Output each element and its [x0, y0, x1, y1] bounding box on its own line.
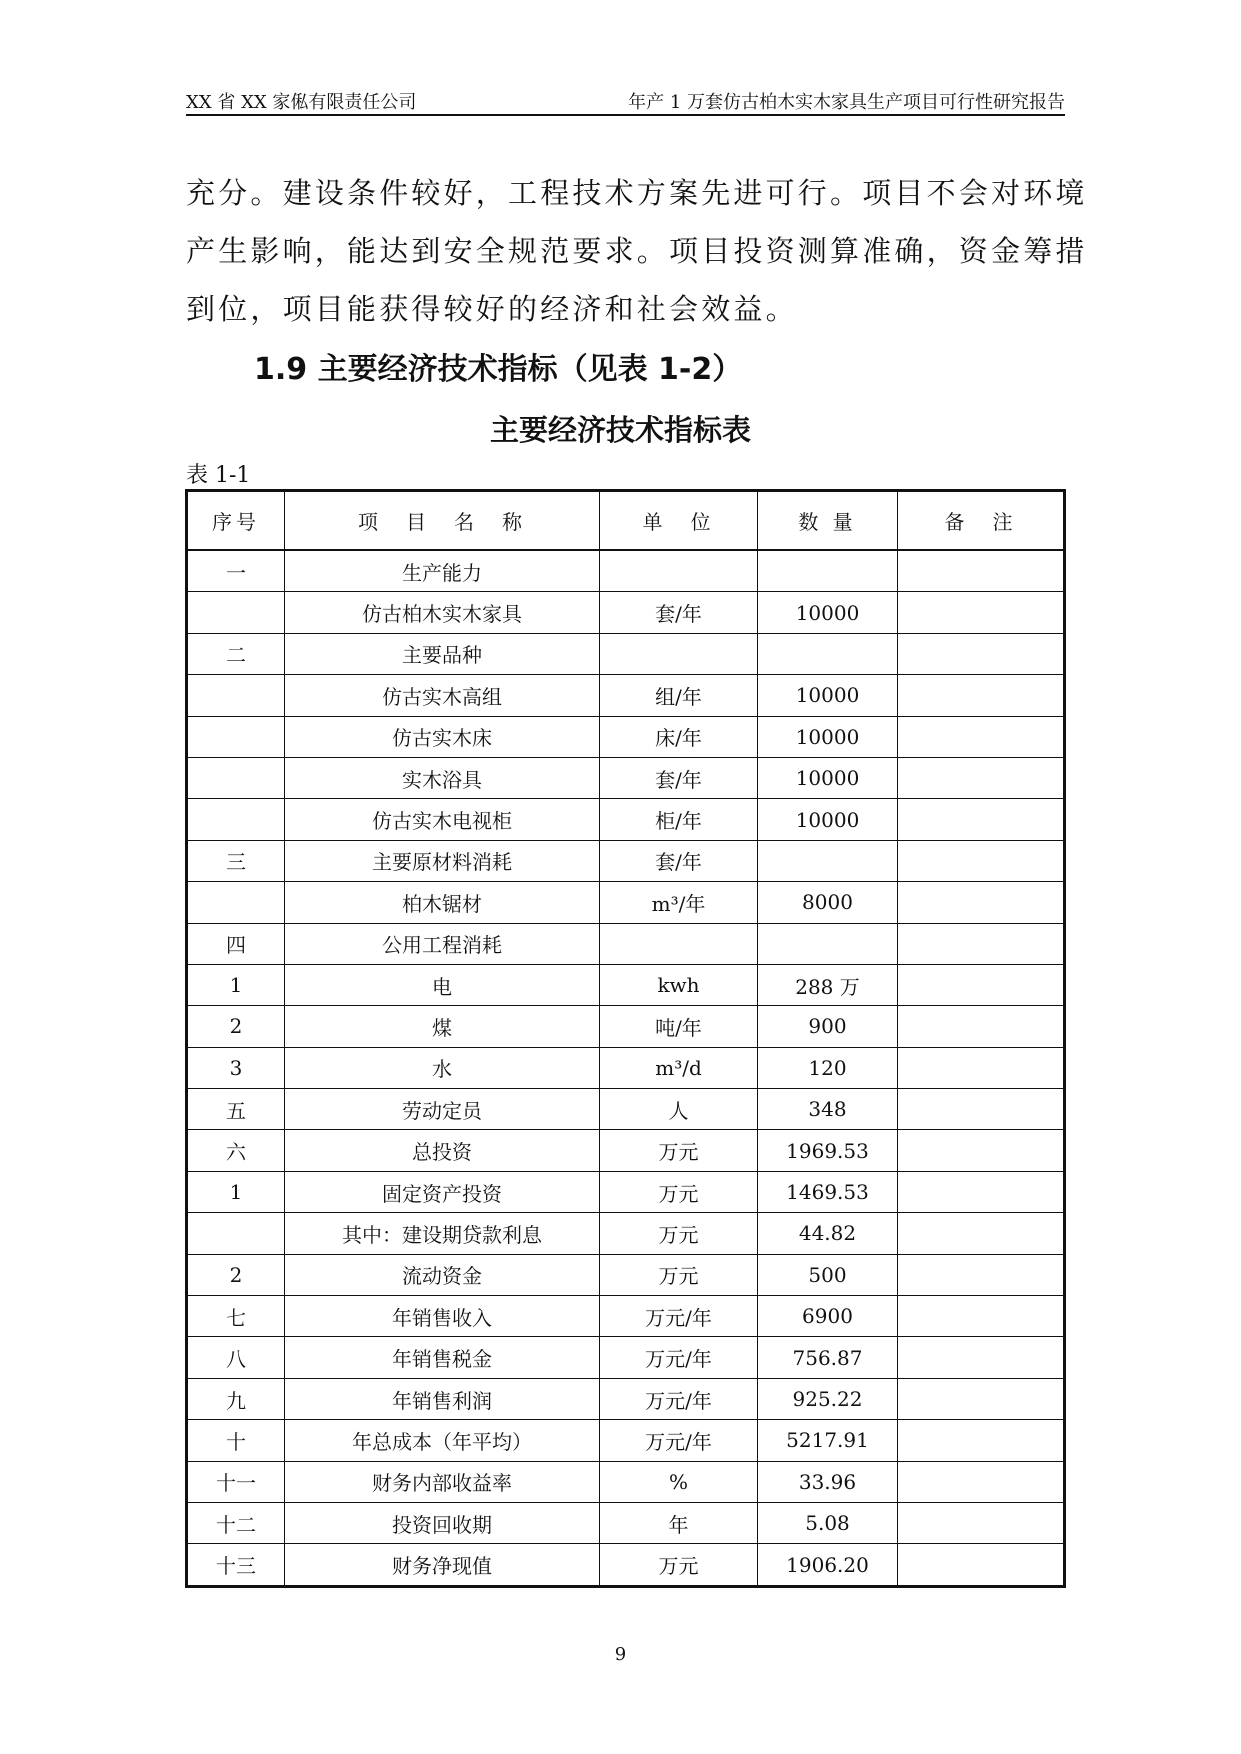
table-row	[187, 1420, 1065, 1461]
cell-quantity: 33.96	[758, 1461, 898, 1502]
cell-item: 年销售税金	[285, 1337, 600, 1378]
table-row	[187, 1254, 1065, 1295]
table-row	[187, 1544, 1065, 1586]
cell-index: 2	[187, 1006, 285, 1047]
cell-unit: m³/d	[600, 1047, 758, 1088]
table-row	[187, 1089, 1065, 1130]
cell-unit: m³/年	[600, 882, 758, 923]
table-row	[187, 882, 1065, 923]
header-cell-remark: 备 注	[898, 491, 1065, 551]
table-row	[187, 964, 1065, 1005]
cell-quantity: 1969.53	[758, 1130, 898, 1171]
cell-remark	[898, 1006, 1065, 1047]
cell-index: 十三	[187, 1544, 285, 1586]
cell-quantity: 500	[758, 1254, 898, 1295]
table-row	[187, 923, 1065, 964]
paragraph-line: 充分。建设条件较好，工程技术方案先进可行。项目不会对环境	[186, 176, 1088, 210]
cell-index	[187, 1213, 285, 1254]
cell-remark	[898, 1296, 1065, 1337]
cell-item: 其中：建设期贷款利息	[285, 1213, 600, 1254]
cell-unit: 套/年	[600, 840, 758, 881]
cell-quantity: 348	[758, 1089, 898, 1130]
cell-unit: 万元	[600, 1254, 758, 1295]
cell-index: 1	[187, 964, 285, 1005]
cell-quantity: 1469.53	[758, 1171, 898, 1212]
cell-quantity: 10000	[758, 592, 898, 633]
cell-unit	[600, 633, 758, 674]
cell-quantity	[758, 633, 898, 674]
cell-quantity: 10000	[758, 675, 898, 716]
paragraph-line: 到位，项目能获得较好的经济和社会效益。	[186, 292, 798, 326]
cell-index	[187, 757, 285, 798]
cell-unit: 万元/年	[600, 1420, 758, 1461]
cell-index: 四	[187, 923, 285, 964]
table-row	[187, 1296, 1065, 1337]
cell-remark	[898, 964, 1065, 1005]
cell-unit: 万元	[600, 1171, 758, 1212]
cell-unit: 万元	[600, 1544, 758, 1586]
table-row	[187, 1047, 1065, 1088]
cell-index: 2	[187, 1254, 285, 1295]
cell-unit: 套/年	[600, 592, 758, 633]
cell-item: 固定资产投资	[285, 1171, 600, 1212]
cell-quantity: 10000	[758, 757, 898, 798]
cell-quantity: 8000	[758, 882, 898, 923]
cell-remark	[898, 592, 1065, 633]
cell-remark	[898, 757, 1065, 798]
cell-quantity: 10000	[758, 716, 898, 757]
table-row	[187, 1171, 1065, 1212]
header-company: XX 省 XX 家俬有限责任公司	[186, 92, 417, 113]
header-report-title: 年产 1 万套仿古柏木实木家具生产项目可行性研究报告	[628, 92, 1065, 113]
table-title: 主要经济技术指标表	[489, 413, 751, 447]
header-cell-item: 项 目 名 称	[285, 491, 600, 551]
cell-remark	[898, 882, 1065, 923]
cell-quantity: 10000	[758, 799, 898, 840]
cell-item: 煤	[285, 1006, 600, 1047]
cell-remark	[898, 1337, 1065, 1378]
cell-item: 财务内部收益率	[285, 1461, 600, 1502]
cell-index: 五	[187, 1089, 285, 1130]
table-row	[187, 840, 1065, 881]
cell-quantity: 44.82	[758, 1213, 898, 1254]
cell-unit: 万元	[600, 1130, 758, 1171]
cell-item: 生产能力	[285, 550, 600, 592]
cell-index: 六	[187, 1130, 285, 1171]
cell-item: 年总成本（年平均）	[285, 1420, 600, 1461]
cell-item: 财务净现值	[285, 1544, 600, 1586]
header-cell-index: 序号	[187, 491, 285, 551]
cell-item: 公用工程消耗	[285, 923, 600, 964]
cell-remark	[898, 1171, 1065, 1212]
cell-quantity: 288 万	[758, 964, 898, 1005]
cell-item: 劳动定员	[285, 1089, 600, 1130]
cell-index: 三	[187, 840, 285, 881]
cell-item: 年销售收入	[285, 1296, 600, 1337]
cell-remark	[898, 1047, 1065, 1088]
cell-quantity: 6900	[758, 1296, 898, 1337]
cell-quantity: 5.08	[758, 1502, 898, 1543]
table-row	[187, 1378, 1065, 1419]
cell-item: 投资回收期	[285, 1502, 600, 1543]
table-row	[187, 1461, 1065, 1502]
cell-remark	[898, 550, 1065, 592]
cell-index	[187, 882, 285, 923]
cell-item: 年销售利润	[285, 1378, 600, 1419]
cell-quantity: 1906.20	[758, 1544, 898, 1586]
cell-index	[187, 675, 285, 716]
cell-item: 电	[285, 964, 600, 1005]
cell-index: 九	[187, 1378, 285, 1419]
cell-index	[187, 799, 285, 840]
cell-quantity: 756.87	[758, 1337, 898, 1378]
cell-index: 十二	[187, 1502, 285, 1543]
cell-item: 水	[285, 1047, 600, 1088]
cell-unit	[600, 550, 758, 592]
cell-item: 仿古柏木实木家具	[285, 592, 600, 633]
cell-unit: 万元/年	[600, 1378, 758, 1419]
cell-index: 八	[187, 1337, 285, 1378]
cell-quantity	[758, 923, 898, 964]
cell-item: 柏木锯材	[285, 882, 600, 923]
cell-item: 流动资金	[285, 1254, 600, 1295]
section-heading: 1.9 主要经济技术指标（见表 1-2）	[254, 352, 743, 387]
cell-quantity	[758, 550, 898, 592]
header-cell-unit: 单 位	[600, 491, 758, 551]
cell-remark	[898, 716, 1065, 757]
table-row	[187, 757, 1065, 798]
cell-index: 十一	[187, 1461, 285, 1502]
cell-item: 总投资	[285, 1130, 600, 1171]
cell-remark	[898, 1420, 1065, 1461]
cell-remark	[898, 1213, 1065, 1254]
cell-remark	[898, 1378, 1065, 1419]
table-row	[187, 1502, 1065, 1543]
cell-remark	[898, 633, 1065, 674]
body-paragraph	[186, 164, 1088, 338]
cell-remark	[898, 1130, 1065, 1171]
table-row	[187, 633, 1065, 674]
cell-index	[187, 592, 285, 633]
cell-unit: %	[600, 1461, 758, 1502]
cell-item: 仿古实木高组	[285, 675, 600, 716]
cell-remark	[898, 1089, 1065, 1130]
cell-unit: 柜/年	[600, 799, 758, 840]
cell-item: 实木浴具	[285, 757, 600, 798]
table-row	[187, 799, 1065, 840]
cell-remark	[898, 1502, 1065, 1543]
cell-quantity: 925.22	[758, 1378, 898, 1419]
cell-remark	[898, 675, 1065, 716]
cell-index: 一	[187, 550, 285, 592]
cell-index: 1	[187, 1171, 285, 1212]
cell-unit: 套/年	[600, 757, 758, 798]
header-cell-quantity: 数 量	[758, 491, 898, 551]
cell-remark	[898, 923, 1065, 964]
table-row	[187, 1130, 1065, 1171]
table-row	[187, 1006, 1065, 1047]
cell-unit: 万元/年	[600, 1337, 758, 1378]
cell-item: 仿古实木床	[285, 716, 600, 757]
cell-remark	[898, 840, 1065, 881]
table-row	[187, 592, 1065, 633]
cell-quantity	[758, 840, 898, 881]
paragraph-line: 产生影响，能达到安全规范要求。项目投资测算准确，资金筹措	[186, 234, 1088, 268]
table-row	[187, 550, 1065, 592]
cell-item: 主要品种	[285, 633, 600, 674]
cell-index: 十	[187, 1420, 285, 1461]
cell-remark	[898, 799, 1065, 840]
cell-unit: kwh	[600, 964, 758, 1005]
cell-unit	[600, 923, 758, 964]
cell-remark	[898, 1461, 1065, 1502]
table-row	[187, 675, 1065, 716]
table-row	[187, 716, 1065, 757]
table-row	[187, 1213, 1065, 1254]
table-number: 表 1-1	[186, 463, 251, 488]
cell-unit: 年	[600, 1502, 758, 1543]
cell-item: 仿古实木电视柜	[285, 799, 600, 840]
cell-quantity: 120	[758, 1047, 898, 1088]
cell-item: 主要原材料消耗	[285, 840, 600, 881]
cell-remark	[898, 1254, 1065, 1295]
cell-index: 3	[187, 1047, 285, 1088]
indicator-table	[185, 489, 1066, 1588]
cell-index	[187, 716, 285, 757]
cell-unit: 吨/年	[600, 1006, 758, 1047]
cell-unit: 人	[600, 1089, 758, 1130]
cell-unit: 组/年	[600, 675, 758, 716]
cell-index: 二	[187, 633, 285, 674]
header-rule	[186, 114, 1065, 116]
cell-index: 七	[187, 1296, 285, 1337]
cell-quantity: 900	[758, 1006, 898, 1047]
cell-quantity: 5217.91	[758, 1420, 898, 1461]
table-row	[187, 1337, 1065, 1378]
cell-unit: 床/年	[600, 716, 758, 757]
cell-remark	[898, 1544, 1065, 1586]
cell-unit: 万元	[600, 1213, 758, 1254]
page-number: 9	[614, 1644, 627, 1665]
cell-unit: 万元/年	[600, 1296, 758, 1337]
table-header-row	[187, 491, 1065, 551]
